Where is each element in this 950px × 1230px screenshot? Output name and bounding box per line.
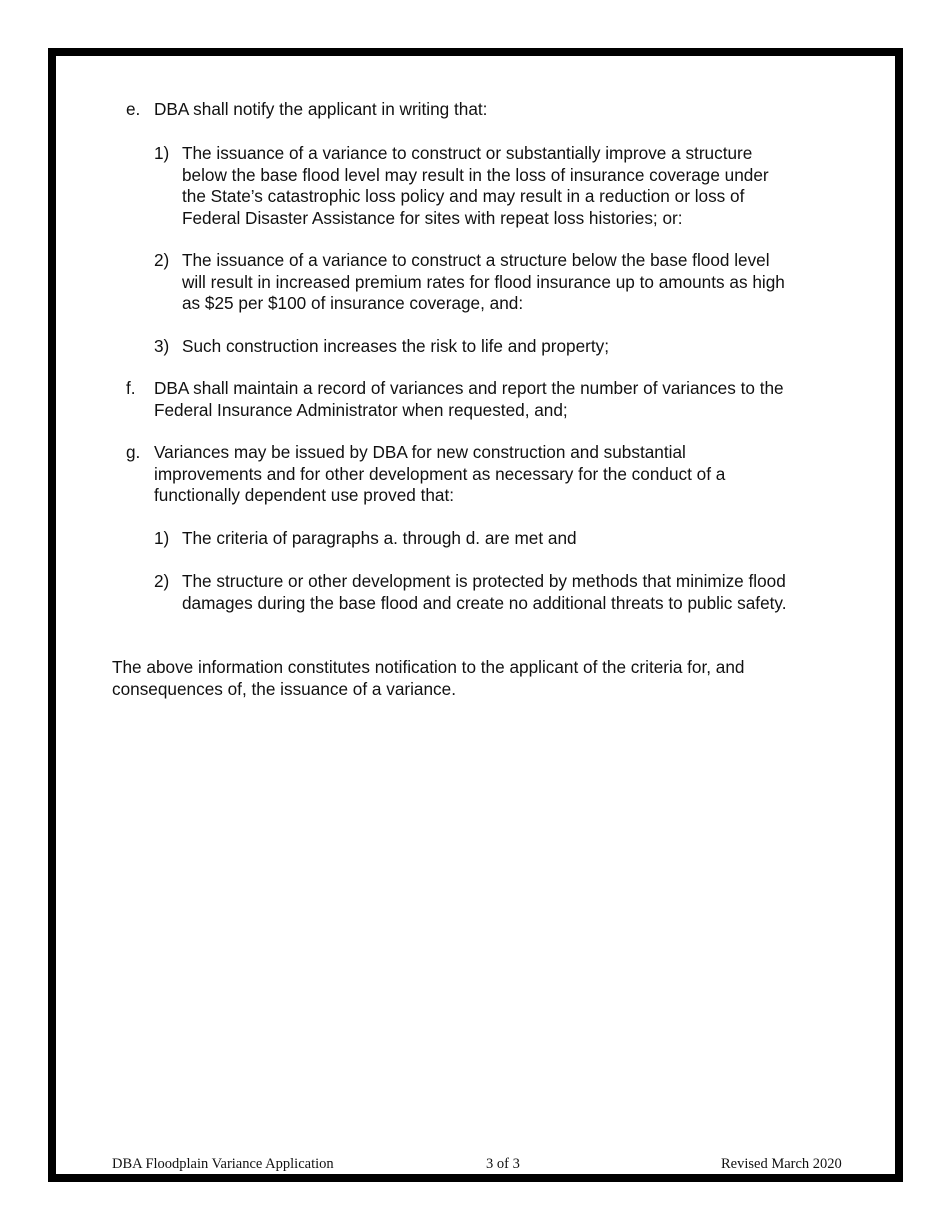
- list-item-text: The issuance of a variance to construct a structure below the base flood level will result in increased premium rates for flood insurance up to amounts as high as $25 per $100 of insurance coverage, and:: [182, 250, 785, 313]
- list-item-text: Variances may be issued by DBA for new construction and substantial improvements and for other development as necessary for the conduct of a functionally dependent use proved that:: [154, 442, 726, 505]
- list-item-text: The criteria of paragraphs a. through d. are met and: [182, 528, 577, 548]
- list-item-text: Such construction increases the risk to life and property;: [182, 336, 610, 356]
- list-marker: 1): [154, 528, 170, 548]
- list-item-text: DBA shall notify the applicant in writing that:: [154, 99, 488, 119]
- list-item-text: The structure or other development is protected by methods that minimize flood damages during the base flood and create no additional threats to public safety.: [182, 571, 787, 613]
- list-marker: 2): [154, 571, 170, 591]
- list-marker: 3): [154, 336, 170, 356]
- footer-title: DBA Floodplain Variance Application: [112, 1156, 334, 1172]
- list-marker: g.: [126, 442, 141, 462]
- list-item-text: DBA shall maintain a record of variances and report the number of variances to the Federal Insurance Administrator when requested, and;: [154, 378, 784, 420]
- footer-page-number: 3 of 3: [486, 1156, 520, 1172]
- list-marker: 1): [154, 143, 170, 163]
- list-marker: e.: [126, 99, 141, 119]
- paragraph-text: The above information constitutes notification to the applicant of the criteria for, and consequences of, the issuance of a variance.: [112, 657, 745, 699]
- list-marker: 2): [154, 250, 170, 270]
- list-item-text: The issuance of a variance to construct or substantially improve a structure below the base flood level may result in the loss of insurance coverage under the State’s catastrophic loss policy and may result in a reduction or loss of Federal Disaster Assistance for sites with repeat loss histories; or:: [182, 143, 769, 228]
- list-marker: f.: [126, 378, 136, 398]
- footer-revision-date: Revised March 2020: [721, 1156, 842, 1172]
